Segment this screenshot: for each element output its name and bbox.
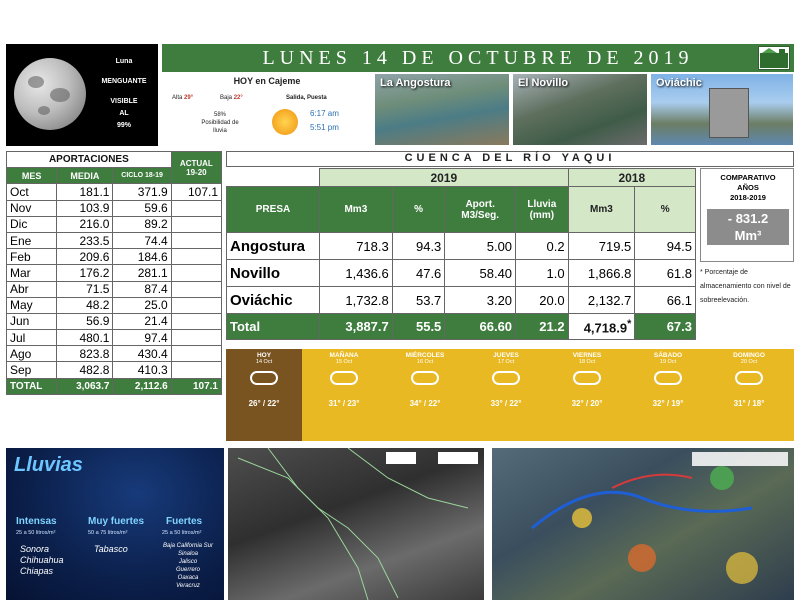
aportaciones-row xyxy=(7,281,222,297)
aportaciones-row xyxy=(7,362,222,378)
comparativo-value-box xyxy=(707,209,789,245)
forecast-temp: 33° / 22° xyxy=(490,399,522,408)
comparativo-title2: AÑOS xyxy=(737,183,759,192)
mm3-2018-cell: 2,132.7 xyxy=(568,287,635,314)
media-cell: 823.8 xyxy=(57,346,113,362)
col-header-pct-2018: % xyxy=(635,187,696,233)
forecast-strip xyxy=(226,349,794,441)
cloud-icon xyxy=(573,371,601,385)
total-media: 3,063.7 xyxy=(57,378,113,394)
actual-cell xyxy=(171,249,221,265)
lluvias-state: Chiapas xyxy=(20,566,54,576)
temp-high xyxy=(172,95,193,101)
cloud-icon xyxy=(411,371,439,385)
month-cell: Abr xyxy=(7,281,57,297)
cloud-icon xyxy=(492,371,520,385)
rain-probability xyxy=(182,111,258,135)
temp-low-label: Baja xyxy=(220,95,233,101)
dam-row xyxy=(227,287,696,314)
media-cell: 181.1 xyxy=(57,184,113,200)
ciclo-cell: 281.1 xyxy=(113,265,171,281)
ciclo-cell: 74.4 xyxy=(113,232,171,248)
month-cell: Ago xyxy=(7,346,57,362)
dam-name-cell: Angostura xyxy=(227,233,320,260)
actual-cell xyxy=(171,216,221,232)
actual-cell xyxy=(171,346,221,362)
lluvias-intensas-range: 25 a 50 litros/m² xyxy=(16,530,56,536)
month-cell: Jul xyxy=(7,330,57,346)
forecast-temp: 32° / 19° xyxy=(652,399,684,408)
col-header-mm3-2019: Mm3 xyxy=(319,187,392,233)
month-cell: Mar xyxy=(7,265,57,281)
forecast-day xyxy=(226,349,302,441)
moon-phase-panel xyxy=(6,44,158,146)
comparativo-box xyxy=(700,168,794,262)
lluvias-intensas-states xyxy=(20,544,64,577)
rain-label1: Posibilidad de xyxy=(201,120,239,126)
forecast-day xyxy=(469,349,543,441)
cloud-icon xyxy=(654,371,682,385)
forecast-day xyxy=(631,349,705,441)
lluvias-state: Guerrero xyxy=(175,567,200,573)
aportaciones-row xyxy=(7,184,222,200)
month-cell: Feb xyxy=(7,249,57,265)
forecast-temp: 34° / 22° xyxy=(409,399,441,408)
pct-2019-cell: 47.6 xyxy=(392,260,445,287)
lluvias-state: Baja California Sur xyxy=(162,543,214,549)
aportaciones-row xyxy=(7,265,222,281)
today-weather-panel xyxy=(162,73,372,146)
cloud-icon xyxy=(330,371,358,385)
ciclo-cell: 59.6 xyxy=(113,200,171,216)
sun-label: Salida, Puesta xyxy=(286,95,327,101)
col-header-aport: Aport. M3/Seg. xyxy=(445,187,516,233)
actual-cell xyxy=(171,232,221,248)
dam-total-mm3-2018-value: 4,718.9 xyxy=(583,320,628,336)
media-cell: 48.2 xyxy=(57,297,113,313)
ciclo-cell: 89.2 xyxy=(113,216,171,232)
forecast-day-name: SÁBADO xyxy=(653,352,683,359)
ciclo-cell: 410.3 xyxy=(113,362,171,378)
dam-table xyxy=(226,168,696,340)
lluvias-fuertes-range: 25 a 50 litros/m² xyxy=(162,530,202,536)
forecast-day-name: VIERNES xyxy=(572,352,602,359)
dam-total-mm3-2019: 3,887.7 xyxy=(319,314,392,340)
media-cell: 233.5 xyxy=(57,232,113,248)
photo-oviachic xyxy=(650,73,794,146)
comparativo-title3: 2018-2019 xyxy=(730,193,766,202)
actual-cell xyxy=(171,330,221,346)
col-header-presa: PRESA xyxy=(227,187,320,233)
aportaciones-row xyxy=(7,297,222,313)
media-cell: 209.6 xyxy=(57,249,113,265)
forecast-day-name: DOMINGO xyxy=(733,352,765,359)
aportaciones-table xyxy=(6,151,222,395)
total-label: TOTAL xyxy=(7,378,57,394)
dam-total-pct-2019: 55.5 xyxy=(392,314,445,340)
mm3-2019-cell: 718.3 xyxy=(319,233,392,260)
photo-label-oviachic: Oviáchic xyxy=(656,77,702,89)
media-cell: 71.5 xyxy=(57,281,113,297)
actual-cell xyxy=(171,200,221,216)
forecast-temp: 31° / 23° xyxy=(328,399,360,408)
actual-cell: 107.1 xyxy=(171,184,221,200)
ciclo-cell: 371.9 xyxy=(113,184,171,200)
sun-icon xyxy=(272,109,298,135)
ciclo-cell: 184.6 xyxy=(113,249,171,265)
dam-row xyxy=(227,233,696,260)
forecast-temp: 32° / 20° xyxy=(571,399,603,408)
month-cell: May xyxy=(7,297,57,313)
comparativo-value: - 831.2 xyxy=(727,211,769,226)
moon-line5: 99% xyxy=(116,122,131,129)
page-title: LUNES 14 DE OCTUBRE DE 2019 xyxy=(162,44,794,72)
forecast-day xyxy=(550,349,624,441)
dam-name-cell: Novillo xyxy=(227,260,320,287)
footnote: * Porcentaje de almacenamiento con nivel de sobreelevación. xyxy=(700,269,791,304)
comparativo-unit: Mm³ xyxy=(734,228,762,243)
dam-row xyxy=(227,260,696,287)
forecast-day-name: JUEVES xyxy=(493,352,519,359)
lluvias-state: Chihuahua xyxy=(20,555,64,565)
forecast-day xyxy=(307,349,381,441)
today-title: HOY en Cajeme xyxy=(233,76,301,86)
forecast-day-date: 14 Oct xyxy=(255,359,273,365)
media-cell: 216.0 xyxy=(57,216,113,232)
rain-pct: 58% xyxy=(213,112,226,118)
forecast-day-name: MAÑANA xyxy=(329,352,359,359)
dam-total-row xyxy=(227,314,696,340)
forecast-day-date: 15 Oct xyxy=(335,359,353,365)
col-header-media: MEDIA xyxy=(57,168,113,184)
satellite-image-color xyxy=(492,448,794,600)
ciclo-cell: 97.4 xyxy=(113,330,171,346)
year-2019-header: 2019 xyxy=(319,169,568,187)
lluvias-title: Lluvias xyxy=(14,454,83,476)
ciclo-cell: 430.4 xyxy=(113,346,171,362)
media-cell: 56.9 xyxy=(57,313,113,329)
logo-icon xyxy=(758,46,790,70)
forecast-day xyxy=(712,349,786,441)
lluvias-state: Sonora xyxy=(20,544,50,554)
lluvias-panel xyxy=(6,448,224,600)
mm3-2018-cell: 719.5 xyxy=(568,233,635,260)
lluvias-fuertes-head: Fuertes xyxy=(166,516,203,527)
rain-label2: lluvia xyxy=(213,128,227,134)
lluvia-cell: 0.2 xyxy=(516,233,569,260)
total-row xyxy=(7,378,222,394)
moon-line2: MENGUANTE xyxy=(101,78,147,85)
ciclo-cell: 25.0 xyxy=(113,297,171,313)
dam-total-mm3-2018 xyxy=(568,314,635,340)
actual-cell xyxy=(171,265,221,281)
aportaciones-row xyxy=(7,313,222,329)
media-cell: 176.2 xyxy=(57,265,113,281)
cloud-icon xyxy=(250,371,278,385)
forecast-temp: 31° / 18° xyxy=(733,399,765,408)
aportaciones-row xyxy=(7,232,222,248)
media-cell: 482.8 xyxy=(57,362,113,378)
aportaciones-row xyxy=(7,216,222,232)
lluvias-muyfuertes-head: Muy fuertes xyxy=(88,516,145,527)
media-cell: 480.1 xyxy=(57,330,113,346)
actual-cell xyxy=(171,297,221,313)
pct-2018-cell: 66.1 xyxy=(635,287,696,314)
lluvias-muyfuertes-range: 50 a 75 litros/m² xyxy=(88,530,128,536)
mm3-2018-cell: 1,866.8 xyxy=(568,260,635,287)
lluvias-state: Veracruz xyxy=(176,583,200,589)
forecast-day-name: MIÉRCOLES xyxy=(405,352,445,359)
lluvia-cell: 20.0 xyxy=(516,287,569,314)
photo-angostura xyxy=(374,73,510,146)
total-actual: 107.1 xyxy=(171,378,221,394)
photo-label-angostura: La Angostura xyxy=(380,77,451,89)
lluvias-state: Oaxaca xyxy=(177,575,199,581)
pct-2018-cell: 61.8 xyxy=(635,260,696,287)
dam-total-mark: * xyxy=(627,317,632,330)
dam-total-pct-2018: 67.3 xyxy=(635,314,696,340)
month-cell: Dic xyxy=(7,216,57,232)
forecast-day-date: 20 Oct xyxy=(740,359,758,365)
cuenca-title: CUENCA DEL RÍO YAQUI xyxy=(226,151,794,167)
lluvias-state: Tabasco xyxy=(94,544,128,554)
aport-cell: 5.00 xyxy=(445,233,516,260)
media-cell: 103.9 xyxy=(57,200,113,216)
satellite-image-gray xyxy=(228,448,484,600)
forecast-day-date: 19 Oct xyxy=(659,359,677,365)
month-cell: Oct xyxy=(7,184,57,200)
total-ciclo: 2,112.6 xyxy=(113,378,171,394)
ciclo-cell: 21.4 xyxy=(113,313,171,329)
month-cell: Sep xyxy=(7,362,57,378)
cloud-icon xyxy=(735,371,763,385)
temp-low-value: 22° xyxy=(233,95,243,101)
sun-times xyxy=(310,107,339,135)
forecast-day-date: 18 Oct xyxy=(578,359,596,365)
lluvias-state: Jalisco xyxy=(178,559,198,565)
lluvias-intensas-head: Intensas xyxy=(16,516,57,527)
actual-cell xyxy=(171,362,221,378)
photo-label-novillo: El Novillo xyxy=(518,77,569,89)
pct-2019-cell: 53.7 xyxy=(392,287,445,314)
sunset-time: 5:51 pm xyxy=(310,123,339,132)
forecast-day-name: HOY xyxy=(256,352,272,359)
moon-phase-text xyxy=(92,56,156,132)
photo-novillo xyxy=(512,73,648,146)
actual-cell xyxy=(171,281,221,297)
month-cell: Ene xyxy=(7,232,57,248)
lluvias-fuertes-states xyxy=(156,542,220,590)
comparativo-title xyxy=(701,173,795,203)
temp-high-label: Alta xyxy=(172,95,183,101)
aportaciones-row xyxy=(7,249,222,265)
dam-total-label: Total xyxy=(227,314,320,340)
actual-cell xyxy=(171,313,221,329)
sunrise-time: 6:17 am xyxy=(310,109,339,118)
moon-line4: AL xyxy=(119,110,129,117)
col-header-actual: ACTUAL 19-20 xyxy=(171,152,221,184)
aportaciones-row xyxy=(7,330,222,346)
pct-2019-cell: 94.3 xyxy=(392,233,445,260)
dam-name-cell: Oviáchic xyxy=(227,287,320,314)
lluvia-cell: 1.0 xyxy=(516,260,569,287)
col-header-pct-2019: % xyxy=(392,187,445,233)
temp-low xyxy=(220,95,243,101)
mm3-2019-cell: 1,732.8 xyxy=(319,287,392,314)
mm3-2019-cell: 1,436.6 xyxy=(319,260,392,287)
moon-line3: VISIBLE xyxy=(110,98,138,105)
comparativo-title1: COMPARATIVO xyxy=(720,173,776,182)
col-header-lluvia: Lluvia (mm) xyxy=(516,187,569,233)
aport-cell: 58.40 xyxy=(445,260,516,287)
forecast-day xyxy=(388,349,462,441)
col-header-mes: MES xyxy=(7,168,57,184)
moon-line1: Luna xyxy=(115,58,133,65)
aportaciones-row xyxy=(7,200,222,216)
dam-total-aport: 66.60 xyxy=(445,314,516,340)
pct-2018-cell: 94.5 xyxy=(635,233,696,260)
year-2018-header: 2018 xyxy=(568,169,695,187)
temp-high-value: 29° xyxy=(184,95,194,101)
aportaciones-title: APORTACIONES xyxy=(7,152,172,168)
forecast-temp: 26° / 22° xyxy=(248,399,280,408)
aport-cell: 3.20 xyxy=(445,287,516,314)
col-header-ciclo: CICLO 18-19 xyxy=(113,168,171,184)
ciclo-cell: 87.4 xyxy=(113,281,171,297)
month-cell: Jun xyxy=(7,313,57,329)
month-cell: Nov xyxy=(7,200,57,216)
forecast-day-date: 17 Oct xyxy=(497,359,515,365)
dam-total-lluvia: 21.2 xyxy=(516,314,569,340)
lluvias-state: Sinaloa xyxy=(177,551,198,557)
aportaciones-row xyxy=(7,346,222,362)
moon-icon xyxy=(14,58,86,130)
col-header-mm3-2018: Mm3 xyxy=(568,187,635,233)
forecast-day-date: 16 Oct xyxy=(416,359,434,365)
